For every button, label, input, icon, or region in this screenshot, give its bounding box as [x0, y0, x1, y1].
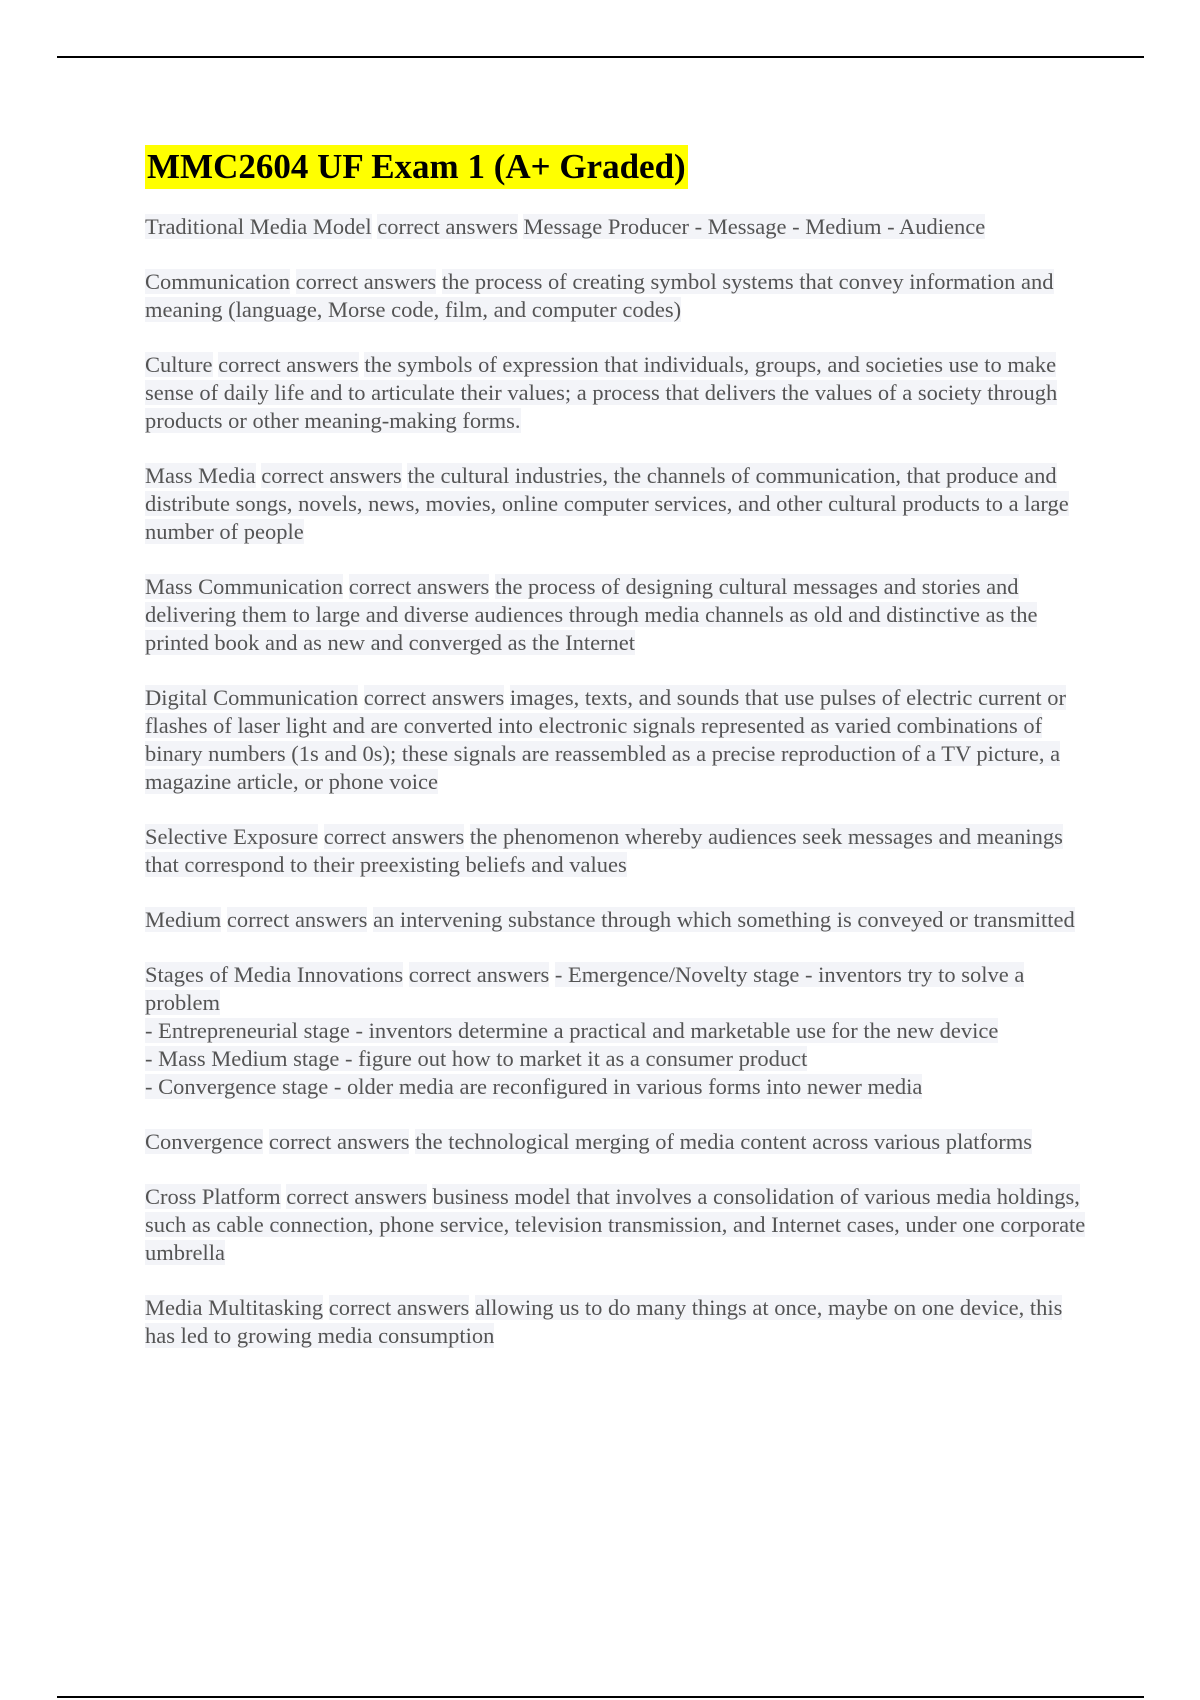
entry-connector: correct answers	[323, 824, 465, 849]
entry-answer: an intervening substance through which something is conveyed or transmitted	[373, 907, 1075, 932]
entry-selective-exposure	[145, 823, 1090, 879]
entry-connector: correct answers	[328, 1295, 470, 1320]
entry-term: Selective Exposure	[145, 824, 319, 849]
entry-first-line	[145, 961, 1090, 1017]
document-body	[145, 145, 1090, 1377]
entry-mass-media	[145, 462, 1090, 546]
stage-text: - Convergence stage - older media are reconfigured in various forms into newer media	[145, 1074, 923, 1099]
entry-connector: correct answers	[261, 463, 402, 488]
entry-term: Media Multitasking	[145, 1295, 324, 1320]
entry-connector: correct answers	[363, 685, 505, 710]
stage-text: - Entrepreneurial stage - inventors determine a practical and marketable use for the new device	[145, 1018, 999, 1043]
stage-line-convergence	[145, 1073, 1090, 1101]
entry-term: Mass Communication	[145, 574, 344, 599]
entry-answer: the process of designing cultural messages and stories and delivering them to large and diverse audiences through media channels as old and distinctive as the printed book and as new and converged as the Internet	[145, 574, 1038, 655]
entry-connector: correct answers	[377, 214, 518, 239]
entry-term: Stages of Media Innovations	[145, 962, 404, 987]
entry-connector: correct answers	[226, 907, 368, 932]
entry-connector: correct answers	[268, 1129, 410, 1154]
entry-term: Convergence	[145, 1129, 264, 1154]
entry-cross-platform	[145, 1183, 1090, 1267]
stage-line-mass-medium	[145, 1045, 1090, 1073]
entry-answer: business model that involves a consolidation of various media holdings, such as cable connection, phone service, television transmission, and Internet cases, under one corporate umbrella	[145, 1184, 1086, 1265]
entry-digital-communication	[145, 684, 1090, 796]
entry-connector: correct answers	[286, 1184, 427, 1209]
entry-term: Traditional Media Model	[145, 214, 372, 239]
entry-answer: the cultural industries, the channels of communication, that produce and distribute songs, novels, news, movies, online computer services, and other cultural products to a large number of people	[145, 463, 1069, 544]
entry-traditional-media-model	[145, 213, 1090, 241]
entry-answer: the symbols of expression that individuals, groups, and societies use to make sense of daily life and to articulate their values; a process that delivers the values of a society through products or other meaning-making forms.	[145, 352, 1058, 433]
bottom-rule	[57, 1696, 1144, 1698]
entry-list	[145, 213, 1090, 1350]
entry-term: Cross Platform	[145, 1184, 281, 1209]
entry-answer: images, texts, and sounds that use pulses of electric current or flashes of laser light and are converted into electronic signals represented as varied combinations of binary numbers (1s and 0s); these signals are reassembled as a precise reproduction of a TV picture, a magazine article, or phone voice	[145, 685, 1067, 794]
entry-stages-of-media-innovations	[145, 961, 1090, 1101]
entry-term: Medium	[145, 907, 222, 932]
entry-connector: correct answers	[348, 574, 490, 599]
entry-answer: the process of creating symbol systems that convey information and meaning (language, Morse code, film, and computer codes)	[145, 269, 1054, 322]
entry-answer: - Emergence/Novelty stage - inventors try to solve a problem	[145, 962, 1025, 1015]
top-rule	[57, 56, 1144, 58]
stage-line-entrepreneurial	[145, 1017, 1090, 1045]
entry-communication	[145, 268, 1090, 324]
stage-text: - Mass Medium stage - figure out how to market it as a consumer product	[145, 1046, 808, 1071]
entry-mass-communication	[145, 573, 1090, 657]
entry-term: Communication	[145, 269, 290, 294]
entry-media-multitasking	[145, 1294, 1090, 1350]
entry-term: Mass Media	[145, 463, 256, 488]
entry-answer: the technological merging of media content across various platforms	[415, 1129, 1033, 1154]
entry-term: Culture	[145, 352, 213, 377]
entry-medium	[145, 906, 1090, 934]
entry-connector: correct answers	[408, 962, 550, 987]
entry-convergence	[145, 1128, 1090, 1156]
entry-answer: the phenomenon whereby audiences seek messages and meanings that correspond to their preexisting beliefs and values	[145, 824, 1063, 877]
entry-connector: correct answers	[218, 352, 359, 377]
entry-connector: correct answers	[295, 269, 437, 294]
entry-answer: allowing us to do many things at once, maybe on one device, this has led to growing media consumption	[145, 1295, 1063, 1348]
document-title: MMC2604 UF Exam 1 (A+ Graded)	[145, 145, 688, 189]
entry-term: Digital Communication	[145, 685, 359, 710]
entry-answer: Message Producer - Message - Medium - Audience	[523, 214, 986, 239]
entry-culture	[145, 351, 1090, 435]
